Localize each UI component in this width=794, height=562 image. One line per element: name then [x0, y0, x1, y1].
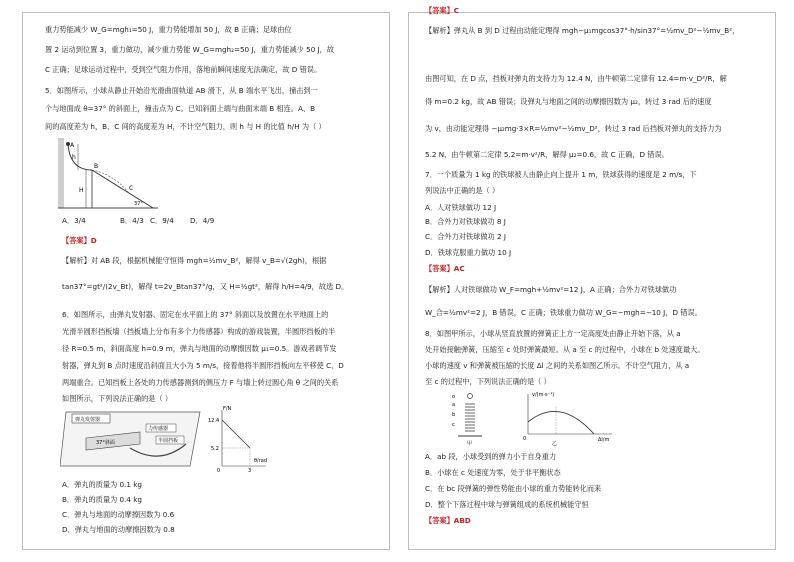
figure-jia: [452, 394, 482, 448]
analysis-q5-cont: tan37°=gt²/(2v_Bt)，解得 t=2v_Btan37°/g，又 H=½gt²，解得 h/H=4/9，故选 D。: [62, 282, 349, 291]
text-line: 由图可知，在 D 点，挡板对弹丸的支持力为 12.4 N，由牛顿第二定律有 12.4=m·v_D²/R，解: [425, 74, 727, 83]
label-a: a: [452, 402, 456, 408]
option-c: C．合外力对铁球做功 2 J: [425, 232, 506, 241]
text-line: 小球的速度 v 和弹簧被压缩的长度 Δl 之间的关系如图乙所示。不计空气阻力，从 a: [425, 361, 690, 370]
option-d: D．4/9: [190, 216, 215, 225]
option-b: B．合外力对铁球做功 8 J: [425, 217, 506, 226]
axis-fn: F/N: [223, 406, 232, 412]
force-line: [222, 420, 250, 448]
text-line: 如图所示，下列说法正确的是（ ）: [62, 394, 173, 403]
axis-theta: θ/rad: [254, 458, 268, 464]
label-a: A: [70, 142, 75, 149]
option-b: B．弹丸的质量为 0.4 kg: [62, 495, 142, 504]
text-line: 间的高度差为 h，B、C 间的高度差为 H，不计空气阻力，则 h 与 H 的比值 h/H 为（ ）: [45, 122, 326, 131]
spring-icon: [465, 404, 475, 431]
tick-3: 3: [248, 468, 252, 474]
option-a: A．人对铁球做功 12 J: [425, 203, 497, 212]
analysis-q7: 【解析】人对铁球做功 W_F=mgh+½mv²=12 J，A 正确；合外力对铁球做功: [425, 285, 677, 294]
figure-q6: [60, 404, 270, 478]
text-line: 径 R=0.5 m，斜面高度 h=0.9 m，弹丸与地面的动摩擦因数 μ₁=0.5。游戏者调节发: [62, 344, 337, 353]
axis-l: Δl/m: [598, 437, 610, 443]
figure-q8: [448, 390, 648, 448]
option-c: C．在 bc 段弹簧的弹性势能由小球的重力势能转化而来: [425, 484, 602, 493]
sensor-label: 力传感器: [148, 426, 169, 432]
text-line: 重力势能减少 W_G=mgh₁=50 J，重力势能增加 50 J，故 B 正确；足球由位: [45, 25, 292, 34]
text-line: 个与地面成 θ=37° 的斜面上，撞击点为 C。已知斜面上端与曲面末端 B 相连。A、B: [45, 104, 316, 113]
text-line: 列说法中正确的是（ ）: [425, 186, 500, 195]
figure-q5: [58, 138, 162, 210]
text-line: W_合=½mv²=2 J，B 错误，C 正确；铁球重力做功 W_G=−mgh=−10 J，D 错误。: [425, 308, 702, 317]
origin: 0: [217, 468, 221, 474]
launcher-label: 弹丸发射器: [75, 417, 101, 423]
text-line: 为 v，由动能定理得 −μ₂mg·3×R=½mv²−½mv_D²，转过 3 rad 后挡板对弹丸的支持力为: [425, 124, 722, 133]
label-o: o: [452, 394, 456, 400]
question-8: 8．如图甲所示，小球从竖直放置的弹簧正上方一定高度处由静止开始下落，从 a: [425, 329, 681, 338]
text-line: 置 2 运动到位置 3，重力做功，减少重力势能 W_G=mgh₂=50 J，重力势能减少 50 J，故: [45, 45, 335, 54]
label-yi: 乙: [552, 441, 558, 447]
answer-q8: 【答案】ABD: [425, 516, 471, 525]
velocity-curve: [528, 411, 594, 434]
plate-label: 半圆挡板: [158, 438, 179, 444]
option-a: A．弹丸的质量为 0.1 kg: [62, 480, 142, 489]
tick-5-2: 5.2: [211, 446, 219, 452]
analysis-q5: 【解析】对 AB 段，根据机械能守恒得 mgh=½mv_B²，解得 v_B=√(2gh)，根据: [62, 256, 327, 265]
text-line: 处开始接触弹簧，压缩至 c 处时弹簧最短。从 a 至 c 的过程中，小球在 b 处速度最大。: [425, 345, 705, 354]
answer-q6: 【答案】C: [425, 6, 460, 15]
analysis-q6: 【解析】弹丸从 B 到 D 过程由动能定理得 mgh−μ₁mgcos37°·h/sin37°=½mv_D²−½mv_B²，: [425, 26, 740, 35]
label-jia: 甲: [467, 441, 473, 447]
option-d: D．铁球克服重力做功 10 J: [425, 248, 512, 257]
text-line: 至 c 的过程中，下列说法正确的是（ ）: [425, 377, 551, 386]
text-line: 光滑半圆形挡板墙（挡板墙上分布有多个力传感器）构成的游戏装置，半圆形挡板的半: [62, 327, 336, 336]
label-H: H: [79, 187, 84, 194]
tick-12-4: 12.4: [208, 418, 220, 424]
wall: [58, 138, 64, 208]
ball-icon: [468, 394, 473, 399]
text-line: C 正确；足球运动过程中，受到空气阻力作用，落地前瞬间速度无法确定，故 D 错误。: [45, 65, 322, 74]
label-angle: 37°: [134, 201, 143, 207]
question-6: 6．如图所示，由弹丸发射器、固定在水平面上的 37° 斜面以及放置在水平地面上的: [62, 310, 329, 319]
question-7: 7．一个质量为 1 kg 的铁球被人由静止向上提升 1 m，铁球获得的速度是 2 m/s，下: [425, 170, 697, 179]
label-c: c: [452, 422, 455, 428]
text-line: 得 m=0.2 kg，故 AB 错误；设弹丸与地面之间的动摩擦因数为 μ₂，转过 3 rad 后的速度: [425, 97, 712, 106]
answer-q7: 【答案】AC: [425, 264, 465, 273]
origin: 0: [523, 436, 527, 442]
option-b: B．小球在 c 处速度为零，处于非平衡状态: [425, 468, 561, 477]
label-h: h: [72, 154, 76, 161]
slope: [92, 170, 153, 208]
answer-q5: 【答案】D: [62, 236, 97, 245]
text-line: 射器，弹丸到 B 点时速度沿斜面且大小为 5 m/s，接着他将半圆形挡板向左平移使 C、D: [62, 361, 344, 370]
option-a: A．3/4: [62, 216, 86, 225]
label-b: B: [94, 163, 99, 170]
option-a: A．ab 段，小球受到的弹力小于自身重力: [425, 452, 557, 461]
text-line: 5.2 N，由牛顿第二定律 5.2=m·v²/R，解得 μ₂=0.6，故 C 正确，D 错误。: [425, 150, 669, 159]
force-chart: [208, 406, 267, 474]
option-d: D．弹丸与地面的动摩擦因数为 0.8: [62, 525, 175, 534]
figure-yi: [523, 392, 612, 447]
option-c: C．9/4: [150, 216, 174, 225]
label-b: b: [452, 412, 456, 418]
slope-label: 37°斜面: [96, 440, 115, 446]
option-d: D．整个下落过程中球与弹簧组成的系统机械能守恒: [425, 500, 589, 509]
label-c: C: [129, 185, 134, 192]
axis-v: v/(m·s⁻¹): [532, 392, 555, 398]
option-c: C．弹丸与地面的动摩擦因数为 0.6: [62, 510, 175, 519]
question-5: 5．如图所示，小球从静止开始沿光滑曲面轨道 AB 滑下，从 B 端水平飞出，撞击到一: [45, 86, 318, 95]
option-b: B．4/3: [120, 216, 144, 225]
text-line: 两端重合。已知挡板上各处的力传感器测到的侧压力 F 与墙上转过圆心角 θ 之间的关系: [62, 378, 339, 387]
